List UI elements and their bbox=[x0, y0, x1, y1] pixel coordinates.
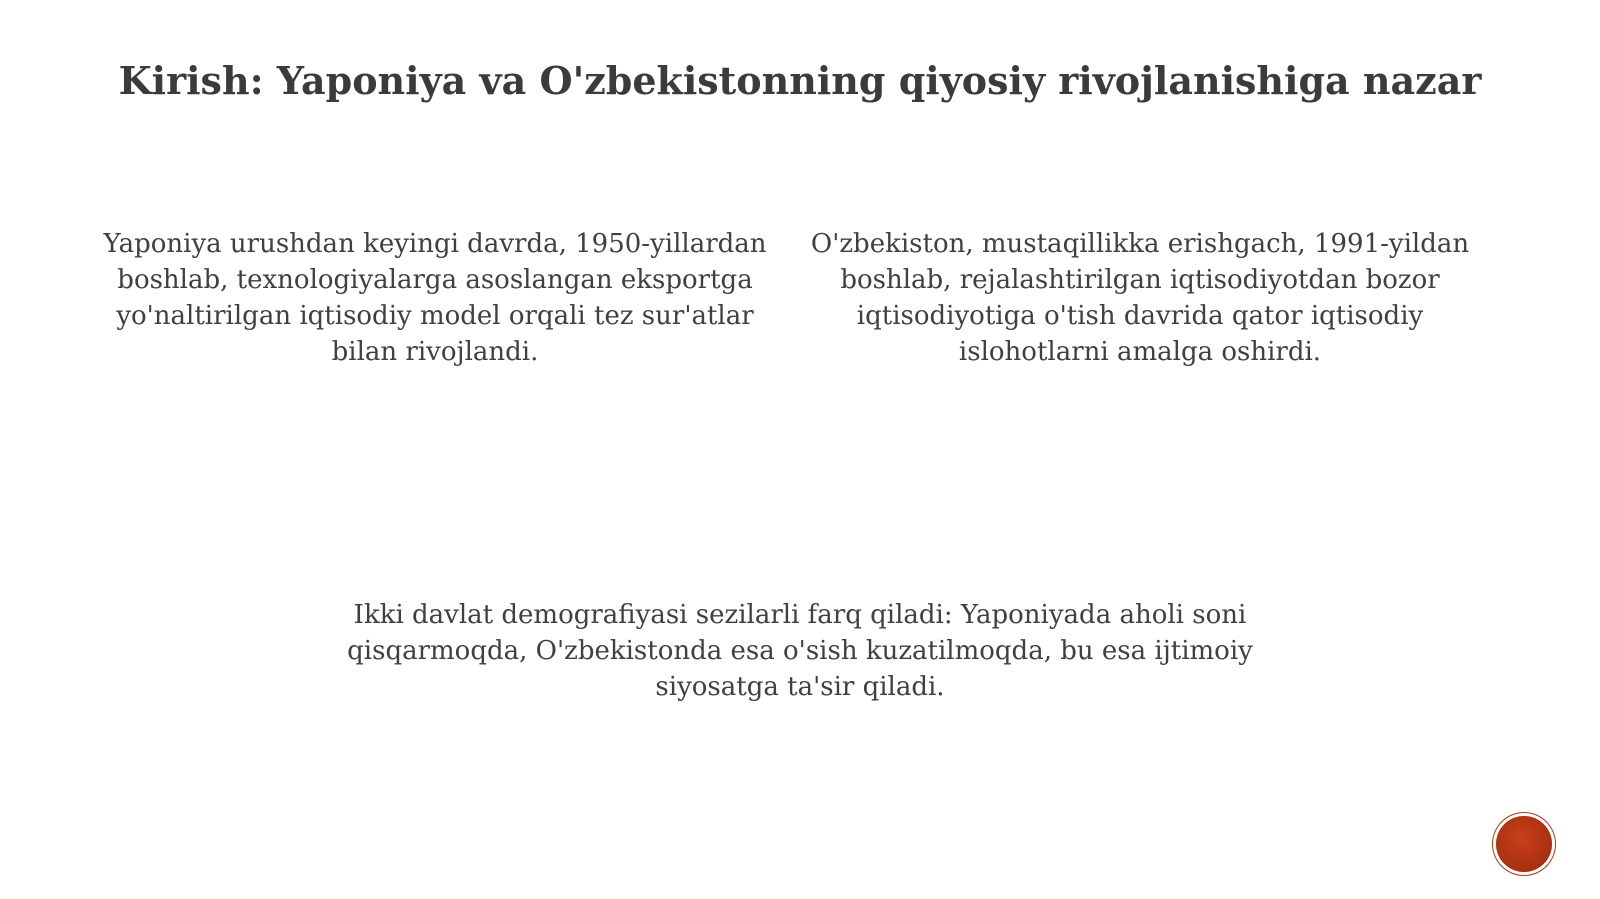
japan-paragraph: Yaponiya urushdan keyingi davrda, 1950-yillardan boshlab, texnologiyalarga asoslangan eksportga yo'naltirilgan iqtisodiy model orqali tez sur'atlar bilan rivojlandi. bbox=[103, 229, 767, 367]
slide-title: Kirish: Yaponiya va O'zbekistonning qiyosiy rivojlanishiga nazar bbox=[118, 58, 1482, 103]
demography-paragraph: Ikki davlat demografiyasi sezilarli farq qiladi: Yaponiyada aholi soni qisqarmoqda, O'zbekistonda esa o'sish kuzatilmoqda, bu esa ijtimoiy siyosatga ta'sir qiladi. bbox=[347, 600, 1253, 702]
slide-nav-button[interactable] bbox=[1496, 816, 1552, 872]
uzbekistan-paragraph: O'zbekiston, mustaqillikka erishgach, 1991-yildan boshlab, rejalashtirilgan iqtisodiyotdan bozor iqtisodiyotiga o'tish davrida qator iqtisodiy islohotlarni amalga oshirdi. bbox=[810, 229, 1470, 367]
